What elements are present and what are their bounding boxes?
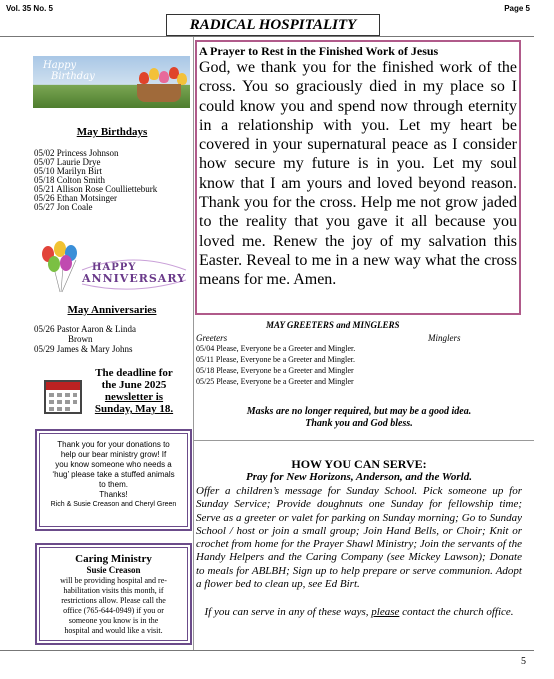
page-label: Page 5	[504, 4, 530, 13]
list-item: 05/11 Please, Everyone be a Greeter and Mingler.	[196, 355, 355, 364]
birthdays-title: May Birthdays	[76, 126, 148, 138]
birthdays-list	[34, 149, 157, 212]
list-item: 05/25 Please, Everyone be a Greeter and Mingler	[196, 377, 354, 386]
text-line: you know someone who needs a	[55, 460, 172, 469]
tulip-icon	[159, 71, 169, 83]
footer-rule	[0, 650, 534, 651]
birthday-banner-text	[37, 60, 95, 82]
masks-line1: Masks are no longer required, but may be a good idea.	[246, 406, 472, 417]
list-item: 05/10 Marilyn Birt	[34, 166, 102, 176]
masks-line2: Thank you and God bless.	[305, 418, 413, 429]
column-divider	[193, 37, 194, 651]
page-number: 5	[521, 656, 526, 667]
calendar-icon	[44, 380, 82, 414]
masthead-title: RADICAL HOSPITALITY	[166, 14, 380, 36]
list-item: 05/18 Colton Smith	[34, 175, 106, 185]
caring-ministry-subtitle: Susie Creason	[86, 565, 141, 575]
list-item: 05/29 James & Mary Johns	[34, 344, 133, 354]
serve-closing-link: please	[371, 606, 400, 618]
text-line: help our bear ministry grow! If	[60, 450, 167, 459]
text-line: ‘hug’ please take a stuffed animals	[52, 470, 175, 479]
birthday-banner-line1: Happy	[43, 60, 77, 71]
text-line: Thank you for your donations to	[57, 440, 170, 449]
list-item: 05/21 Allison Rose Coullietteburk	[34, 184, 158, 194]
anniversary-banner-line2: ANNIVERSARY	[82, 272, 186, 285]
greeters-list	[196, 343, 355, 387]
text-line: hospital and would like a visit.	[64, 626, 163, 635]
list-item: 05/27 Jon Coale	[34, 202, 93, 212]
list-item: 05/04 Please, Everyone be a Greeter and Mingler.	[196, 344, 356, 353]
bear-ministry-text	[39, 433, 188, 527]
serve-subtitle: Pray for New Horizons, Anderson, and the World.	[246, 471, 472, 483]
serve-closing-pre: If you can serve in any of these ways,	[204, 606, 372, 618]
serve-title: HOW YOU CAN SERVE:	[291, 457, 427, 471]
tulip-icon	[139, 72, 149, 84]
caring-ministry-title: Caring Ministry	[75, 553, 152, 565]
deadline-line3: newsletter is	[104, 391, 164, 403]
minglers-label: Minglers	[428, 333, 461, 343]
birthday-banner-image	[33, 56, 190, 108]
list-item: 05/07 Laurie Drye	[34, 157, 101, 167]
text-line: Thanks!	[99, 490, 128, 499]
list-item: 05/02 Princess Johnson	[34, 148, 119, 158]
text-line: office (765-644-0949) if you or	[63, 606, 164, 615]
caring-ministry-box	[35, 543, 192, 645]
deadline-line4: Sunday, May 18.	[94, 403, 174, 415]
text-line: will be providing hospital and re-	[60, 576, 167, 585]
text-line: habilitation visits this month, if	[63, 586, 164, 595]
birthday-banner-line2: Birthday	[51, 71, 95, 82]
bear-ministry-box	[35, 429, 192, 531]
greeters-title: MAY GREETERS and MINGLERS	[266, 320, 400, 330]
list-item: Brown	[68, 334, 93, 344]
newsletter-deadline	[84, 367, 184, 415]
volume-label: Vol. 35 No. 5	[6, 4, 53, 13]
serve-closing	[196, 606, 522, 619]
text-line: someone you know is in the	[68, 616, 159, 625]
tulip-icon	[149, 68, 159, 80]
greeters-label: Greeters	[196, 333, 228, 343]
prayer-title: A Prayer to Rest in the Finished Work of Jesus	[199, 44, 439, 58]
text-line: to them.	[99, 480, 128, 489]
deadline-line1: The deadline for	[95, 367, 173, 379]
list-item: 05/18 Please, Everyone be a Greeter and Mingler	[196, 366, 354, 375]
section-divider	[194, 440, 534, 441]
text-line: restrictions allow. Please call the	[61, 596, 166, 605]
header-rule	[0, 36, 534, 37]
serve-body: Offer a children’s message for Sunday School. Pick someone up for Sunday Service; Provide doughnuts one Sunday for fellowship time; Serve as a greeter or valet for parking on Sunday morning; Go to Sunday School / host or join a small group; Join Hand Bells, or Choir; Knit or crochet from home for the Prayer Shawl Ministry; Join the servants of the Handy Helpers and the Caring Company (see Mickey Lawson); Donate to meals for ABLBH; Sign up to help prepare or serve communion. Adopt a flower bed to clean up, see Ed Birt.	[196, 485, 522, 591]
masks-notice	[196, 406, 522, 430]
list-item: 05/26 Ethan Motsinger	[34, 193, 117, 203]
serve-closing-post: contact the church office.	[399, 606, 514, 618]
anniversaries-title: May Anniversaries	[67, 304, 157, 316]
prayer-body: God, we thank you for the finished work of the cross. You so graciously died in my place so I could know you and spend now through eternity in a relationship with you. Let my heart be covered in your supernatural peace as I consider how secure my future is in you. Let my soul know that I am yours and loved beyond reason. Thank you for the cross. Help me not grow jaded to the reality that you gave it all because you loved me. Renew the joy of my salvation this Easter. Reveal to me in a new way what the cross means for me. Amen.	[199, 59, 517, 289]
deadline-line2: the June 2025	[101, 379, 167, 391]
caring-ministry-text	[39, 547, 188, 641]
list-item: 05/26 Pastor Aaron & Linda	[34, 324, 136, 334]
prayer-box	[195, 40, 521, 315]
anniversary-banner-line1: HAPPY	[92, 262, 137, 273]
anniversary-banner-text	[82, 262, 186, 284]
anniversaries-list	[34, 324, 136, 354]
basket-icon	[137, 84, 181, 102]
text-line: Rich & Susie Creason and Cheryl Green	[50, 501, 177, 508]
